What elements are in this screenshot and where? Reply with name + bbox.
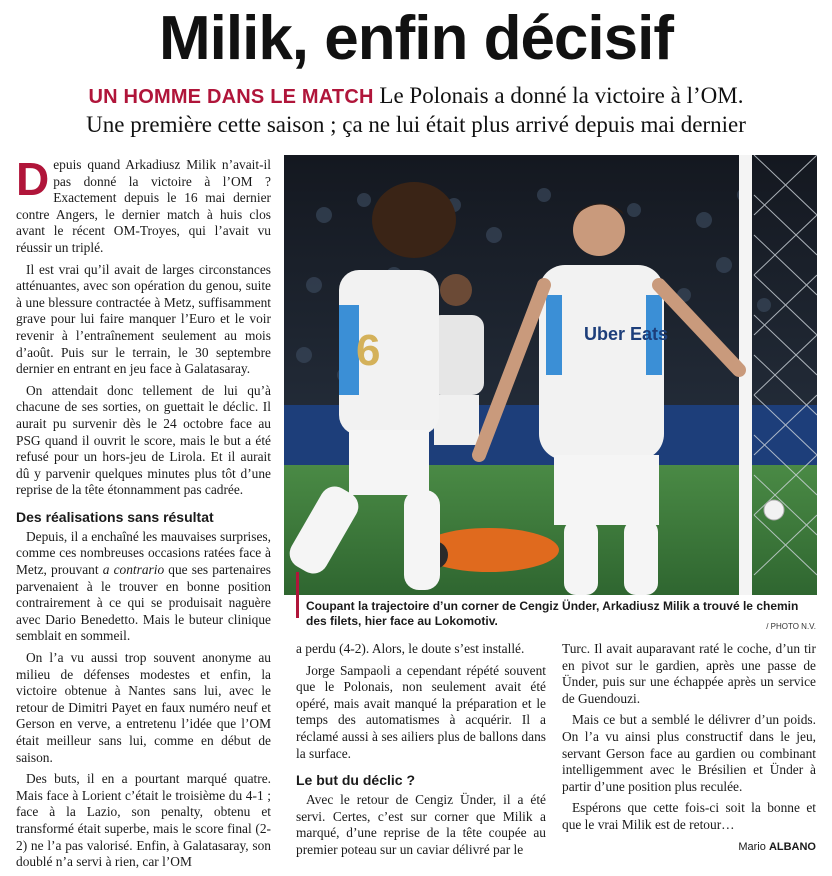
paragraph: On l’a vu aussi trop souvent anonyme au milieu de défenses modestes et enfin, la victoire obtenue à Nantes sans lui, avec le retour de Dimitri Payet en faux numéro neuf et Gerson en verve, a entretenu l’idée que l’OM était meilleur sans lui, comme en début de saison.: [16, 650, 271, 765]
caption-accent-bar: [296, 572, 299, 618]
drop-cap: D: [16, 153, 50, 205]
photo-caption: Coupant la trajectoire d’un corner de Cengiz Ünder, Arkadiusz Milik a trouvé le chemin des filets, hier face au Lokomotiv.: [306, 599, 799, 628]
paragraph: a perdu (4-2). Alors, le doute s’est installé.: [296, 641, 525, 656]
deck-text-1: Le Polonais a donné la victoire à l’OM.: [379, 83, 744, 108]
paragraph: Mais ce but a semblé le délivrer d’un poids. On l’a vu ainsi plus constructif dans le jeu, servant Gerson face au gardien ou combinant intelligemment avec le Brésilien et Ünder à partir d’une position plus reculée.: [562, 712, 816, 794]
paragraph-text: Depuis, il a enchaîné les mauvaises surprises, comme ces nombreuses occasions ratées face à Metz, prouvant: [16, 528, 271, 578]
article-column-2: [296, 641, 546, 864]
paragraph: [16, 529, 271, 645]
author-signature: [562, 839, 816, 856]
paragraph: Turc. Il avait auparavant raté le coche, d’un tir en pivot sur le gardien, après une passe de Ünder, puis sur une échappée après un service de Guendouzi.: [562, 641, 816, 706]
subhead: Le but du déclic ?: [296, 772, 416, 789]
paragraph: Espérons que cette fois-ci soit la bonne et que le vrai Milik est de retour…: [562, 800, 816, 832]
paragraph: Il est vrai qu’il avait de larges circonstances atténuantes, avec son opération du genou, suite à une blessure contractée à Metz, suffisamment grave pour lui faire manquer l’Euro et le voir revenir à l’entraînement seulement au mois d’août. Puis sur le terrain, le 30 septembre dernier en entrant en jeu face à Galatasaray.: [16, 261, 271, 377]
deck-line-2: Une première cette saison ; ça ne lui était plus arrivé depuis mai dernier: [86, 112, 746, 137]
jersey-sponsor: Uber Eats: [584, 324, 669, 344]
kicker: UN HOMME DANS LE MATCH: [88, 86, 374, 108]
headline: Milik, enfin décisif: [159, 4, 673, 73]
paragraph: Jorge Sampaoli a cependant répété souvent que le Polonais, non seulement avait été opéré, mais avait manqué la préparation et le temps des automatismes à acquérir. Il a réclamé aussi à ses ailiers plus de ballons dans la surface.: [296, 662, 546, 761]
paragraph-text: epuis quand Arkadiusz Milik n’avait-il pas donné la victoire à l’OM ? Exactement depuis le 16 mai dernier contre Angers, le dernier match à huis clos avant le récent OM-Troyes, qui l’avait vu réussir un triplé.: [16, 157, 271, 255]
photo-credit: / PHOTO N.V.: [766, 622, 816, 631]
deck: [0, 82, 832, 138]
subhead: Des réalisations sans résultat: [16, 508, 214, 525]
paragraph: [16, 153, 271, 257]
author-last-name: ALBANO: [768, 840, 816, 853]
paragraph: Avec le retour de Cengiz Ünder, il a été servi. Certes, c’est sur corner que Milik a marqué, d’une reprise de la tête coupée au premier poteau sur un caviar délivré par le: [296, 792, 546, 857]
paragraph-text: que ses partenaires parvenaient à le trouver en bonne position contrairement à ce qui se produisait naguère avec Dario Benedetto. Mais le buteur clinique semblait en sommeil.: [16, 562, 271, 644]
author-first-name: Mario: [738, 840, 766, 853]
match-photo: [284, 155, 817, 595]
paragraph: Des buts, il en a pourtant marqué quatre. Mais face à Lorient c’était le troisième du 4-1 ; face à la Lazio, son penalty, obtenu et transformé était superbe, mais le score final (2-2) ne l’a pas valorisé. Enfin, à Galatasaray, son doublé n’a servi à rien, car l’OM: [16, 771, 271, 870]
article-column-3: [562, 641, 816, 855]
paragraph: On attendait donc tellement de lui qu’à chacune de ses sorties, on guettait le déclic. Il aurait pu survenir dès le 24 octobre face au PSG quand il ouvrit le score, mais le but a été refusé pour un hors-jeu de Lirola. Et il aurait dû y parvenir quelques minutes plus tôt d’une reprise de la tête étonnamment pas cadrée.: [16, 382, 271, 498]
jersey-number: 6: [356, 326, 381, 375]
photo-illustration: [284, 155, 817, 595]
deck-line-1: [0, 82, 832, 111]
article-column-1: [16, 153, 271, 876]
emphasis: a contrario: [102, 562, 165, 578]
